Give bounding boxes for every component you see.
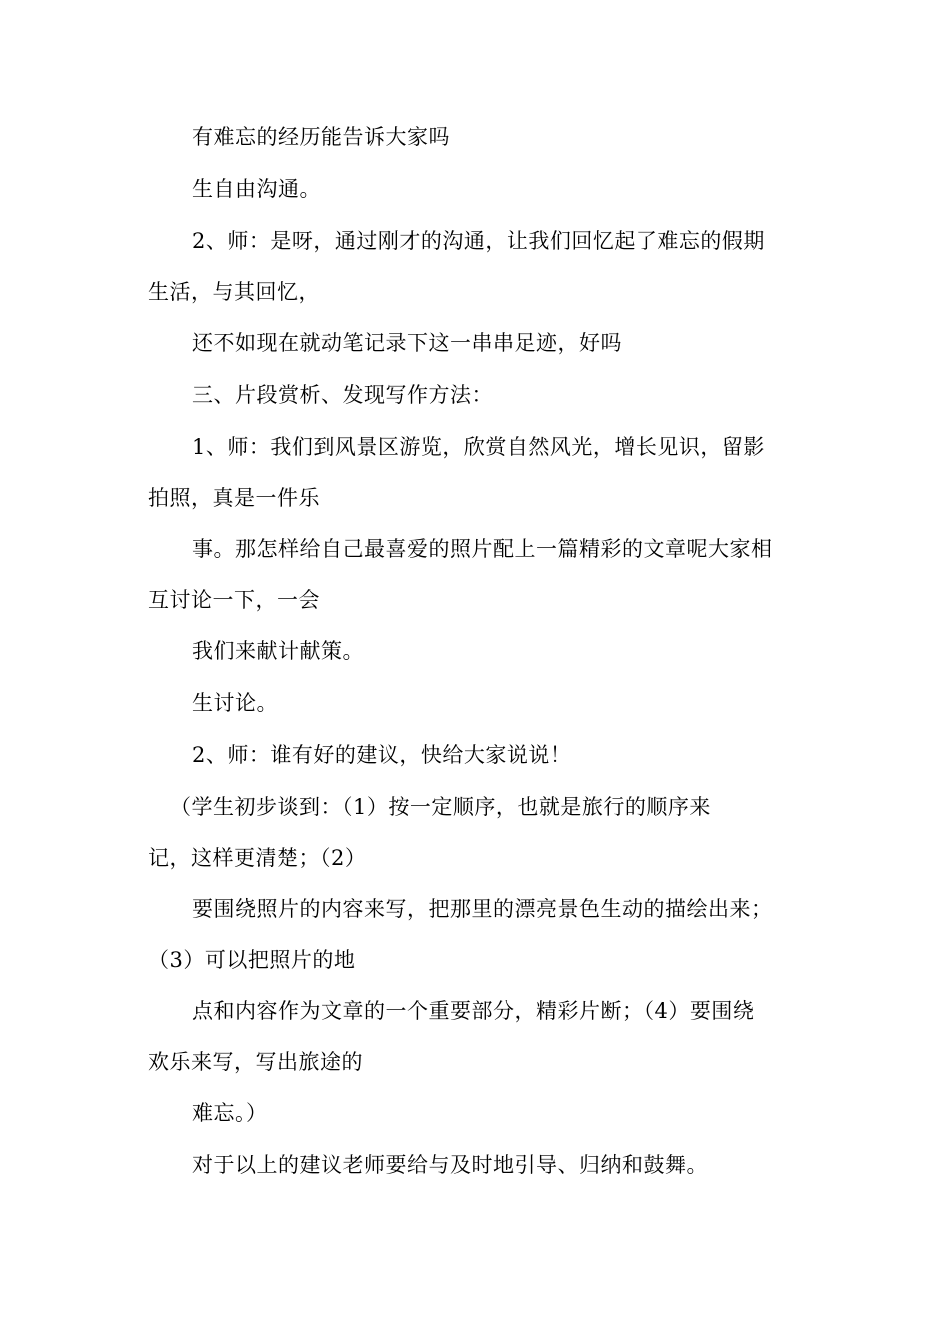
paragraph-line: 1、师：我们到风景区游览，欣赏自然风光，增长见识，留影 [192, 435, 765, 459]
paragraph-line: 拍照，真是一件乐 [148, 486, 320, 510]
paragraph-line: 要围绕照片的内容来写，把那里的漂亮景色生动的描绘出来； [192, 897, 773, 921]
paragraph-line: 三、片段赏析、发现写作方法： [192, 383, 493, 407]
paragraph-line: 还不如现在就动笔记录下这一串串足迹，好吗 [192, 331, 622, 355]
paragraph-line: 2、师：谁有好的建议，快给大家说说！ [192, 743, 572, 767]
paragraph-line: 难忘。） [192, 1101, 268, 1125]
paragraph-line: （3）可以把照片的地 [148, 948, 356, 972]
paragraph-line: 有难忘的经历能告诉大家吗 [192, 125, 450, 149]
paragraph-line: 生活，与其回忆， [148, 280, 320, 304]
paragraph-line: 生讨论。 [192, 691, 278, 715]
paragraph-line: 生自由沟通。 [192, 177, 321, 201]
paragraph-line: 记，这样更清楚；（2） [148, 846, 367, 870]
paragraph-line: （学生初步谈到：（1）按一定顺序，也就是旅行的顺序来 [170, 795, 711, 819]
paragraph-line: 我们来献计献策。 [192, 639, 364, 663]
paragraph-line: 欢乐来写，写出旅途的 [148, 1050, 363, 1074]
paragraph-line: 点和内容作为文章的一个重要部分，精彩片断；（4）要围绕 [192, 999, 755, 1023]
paragraph-line: 互讨论一下，一会 [148, 588, 320, 612]
paragraph-line: 2、师：是呀，通过刚才的沟通，让我们回忆起了难忘的假期 [192, 229, 765, 253]
paragraph-line: 对于以上的建议老师要给与及时地引导、归纳和鼓舞。 [192, 1153, 708, 1177]
paragraph-line: 事。那怎样给自己最喜爱的照片配上一篇精彩的文章呢大家相 [192, 537, 773, 561]
